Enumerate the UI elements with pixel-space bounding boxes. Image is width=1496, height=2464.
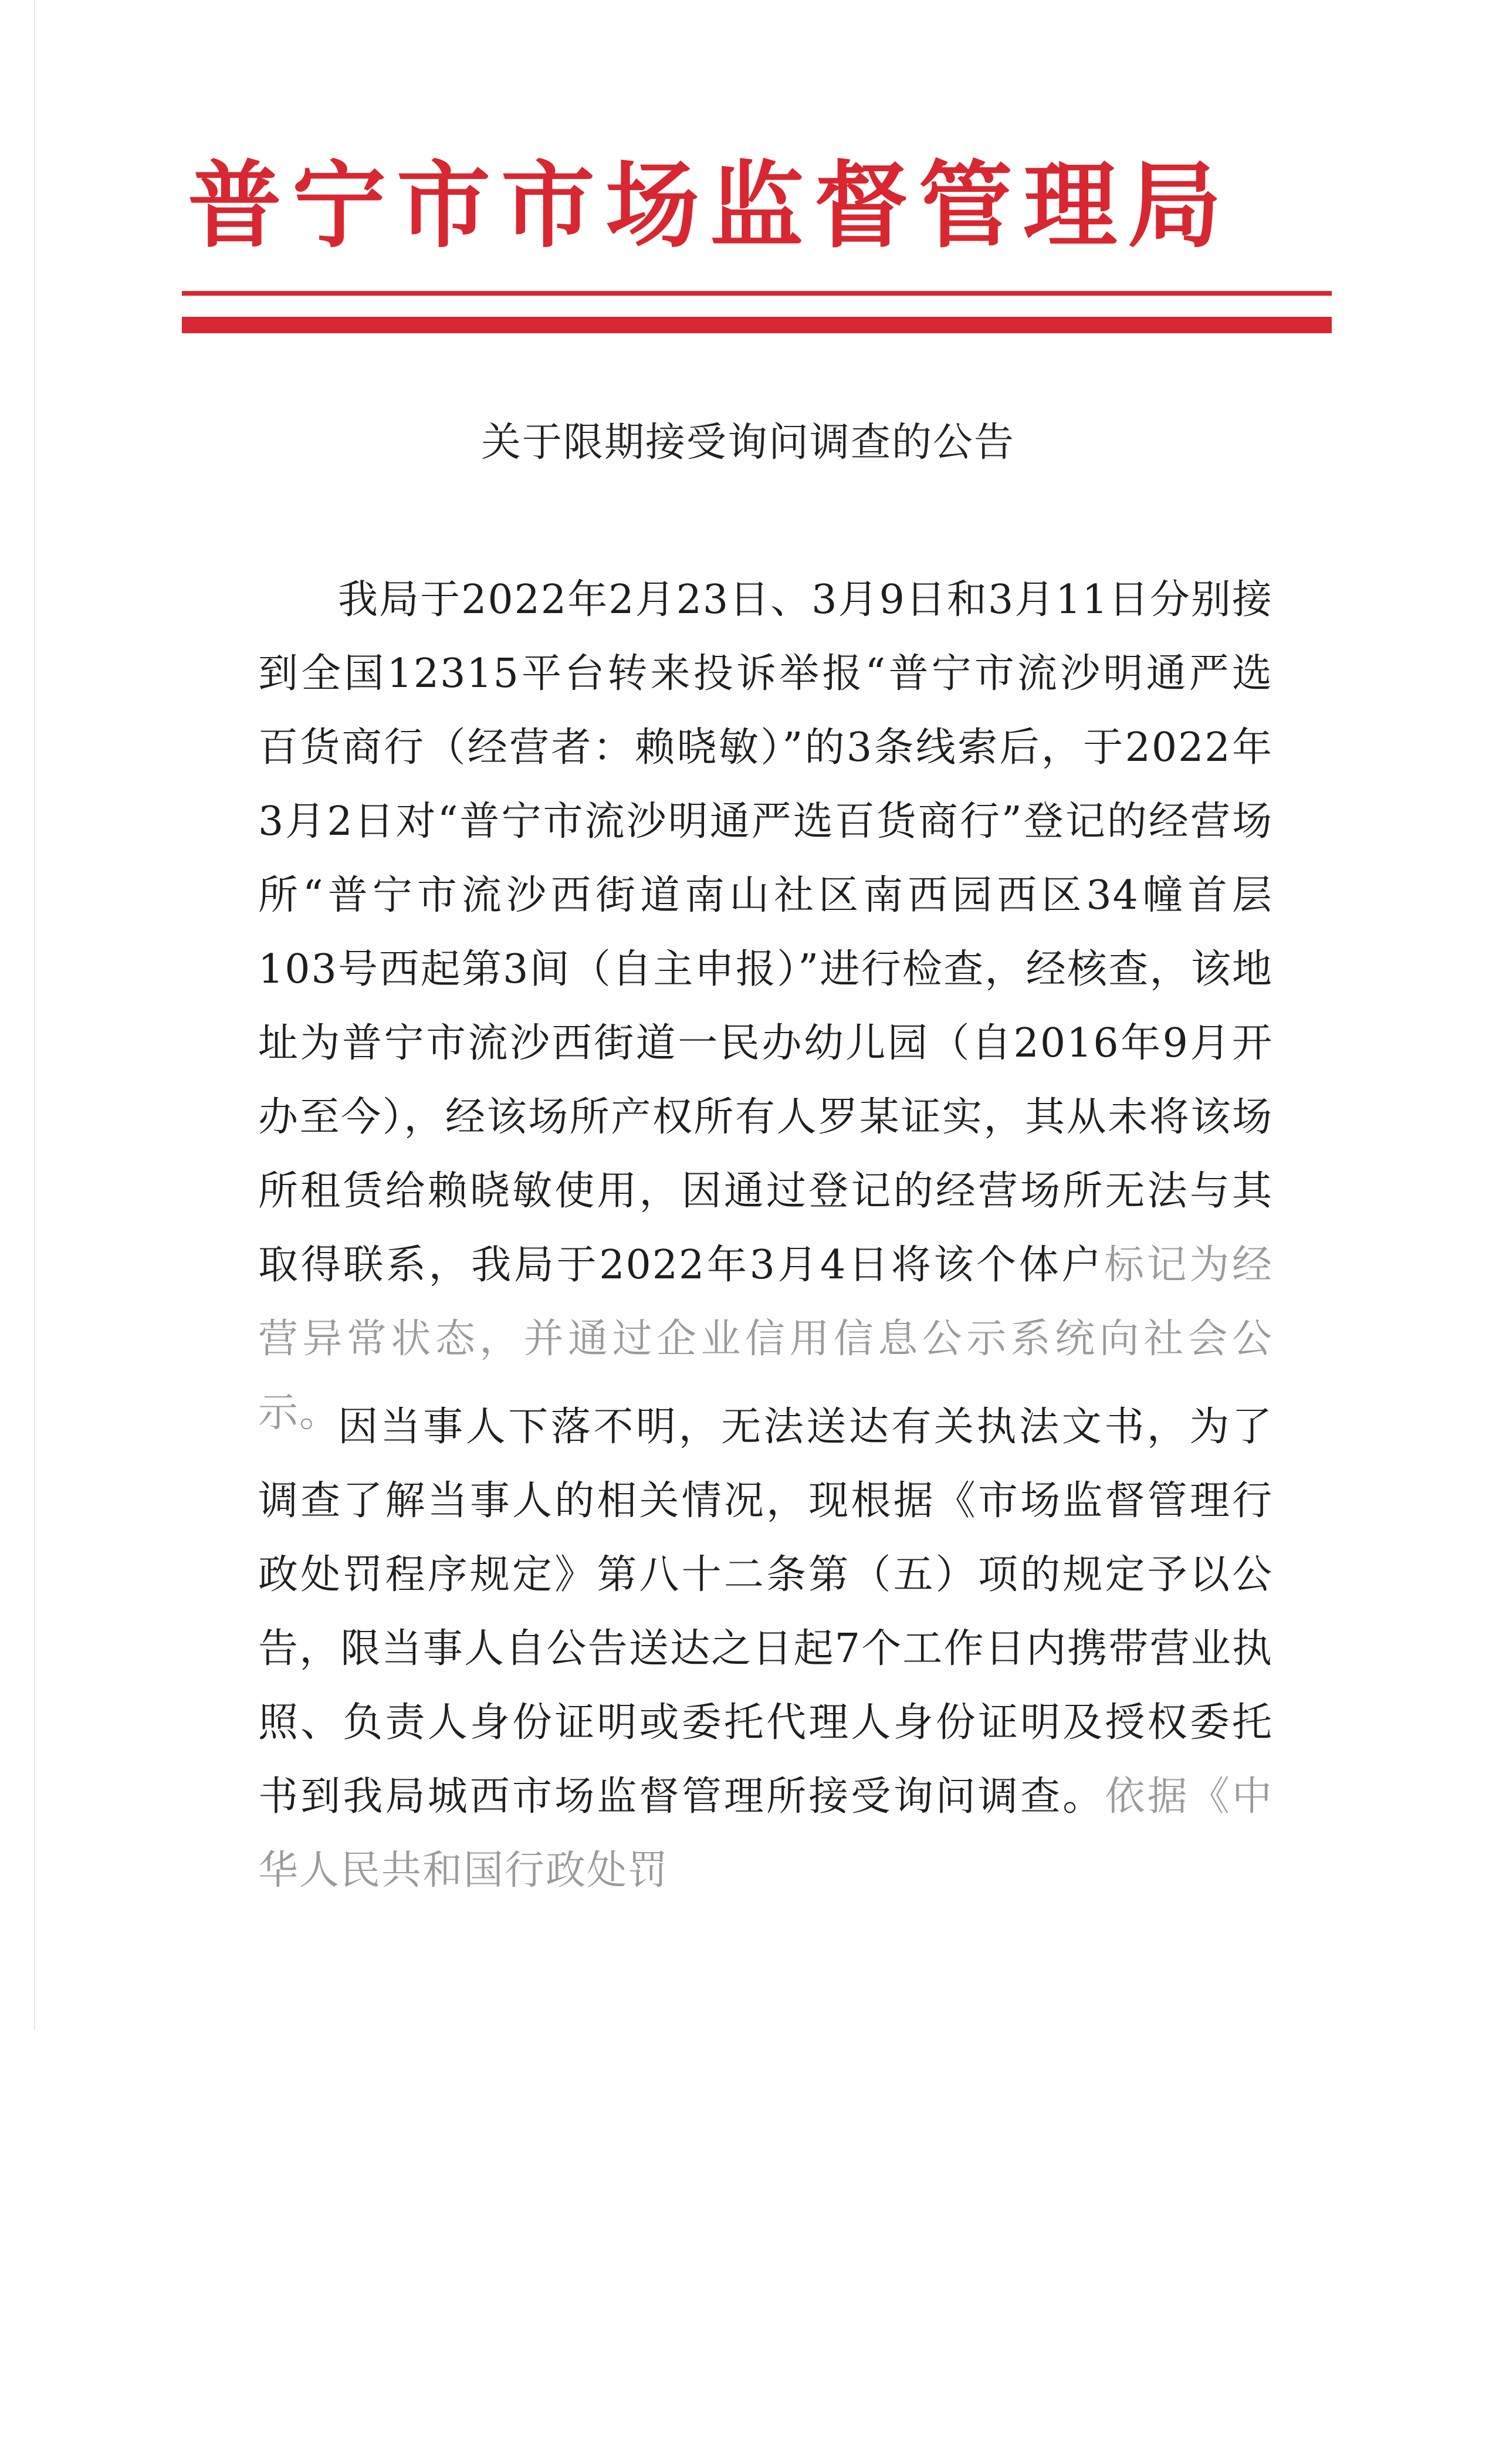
paragraph-1-faded-text: 标记为经营异常状态，并通过企业信用信息公示系统向社会公示。 bbox=[258, 1242, 1273, 1436]
paragraph-1 bbox=[258, 563, 1273, 1450]
letterhead-rule-thin bbox=[182, 291, 1332, 296]
paragraph-1-text: 我局于2022年2月23日、3月9日和3月11日分别接到全国12315平台转来投诉举报“普宁市流沙明通严选百货商行（经营者：赖晓敏）”的3条线索后，于2022年3月2日对“普宁市流沙明通严选百货商行”登记的经营场所“普宁市流沙西街道南山社区南西园西区34幢首层103号西起第3间（自主申报）”进行检查，经核查，该地址为普宁市流沙西街道一民办幼儿园（自2016年9月开办至今），经该场所产权所有人罗某证实，其从未将该场所租赁给赖晓敏使用，因通过登记的经营场所无法与其取得联系，我局于2022年3月4日将该个体户 bbox=[258, 577, 1273, 1288]
paragraph-2-faded-text: 依据《中华人民共和国行政处罚 bbox=[258, 1773, 1273, 1894]
letterhead-org-name: 普宁市市场监督管理局 bbox=[187, 150, 1232, 260]
paragraph-2 bbox=[258, 1390, 1273, 1908]
scan-edge-line bbox=[34, 0, 35, 2030]
letterhead-rule-thick bbox=[182, 317, 1332, 333]
paragraph-2-text: 因当事人下落不明，无法送达有关执法文书，为了调查了解当事人的相关情况，现根据《市场监督管理行政处罚程序规定》第八十二条第（五）项的规定予以公告，限当事人自公告送达之日起7个工作日内携带营业执照、负责人身份证明或委托代理人身份证明及授权委托书到我局城西市场监督管理所接受询问调查。 bbox=[258, 1404, 1273, 1820]
document-title: 关于限期接受询问调查的公告 bbox=[480, 419, 1015, 466]
